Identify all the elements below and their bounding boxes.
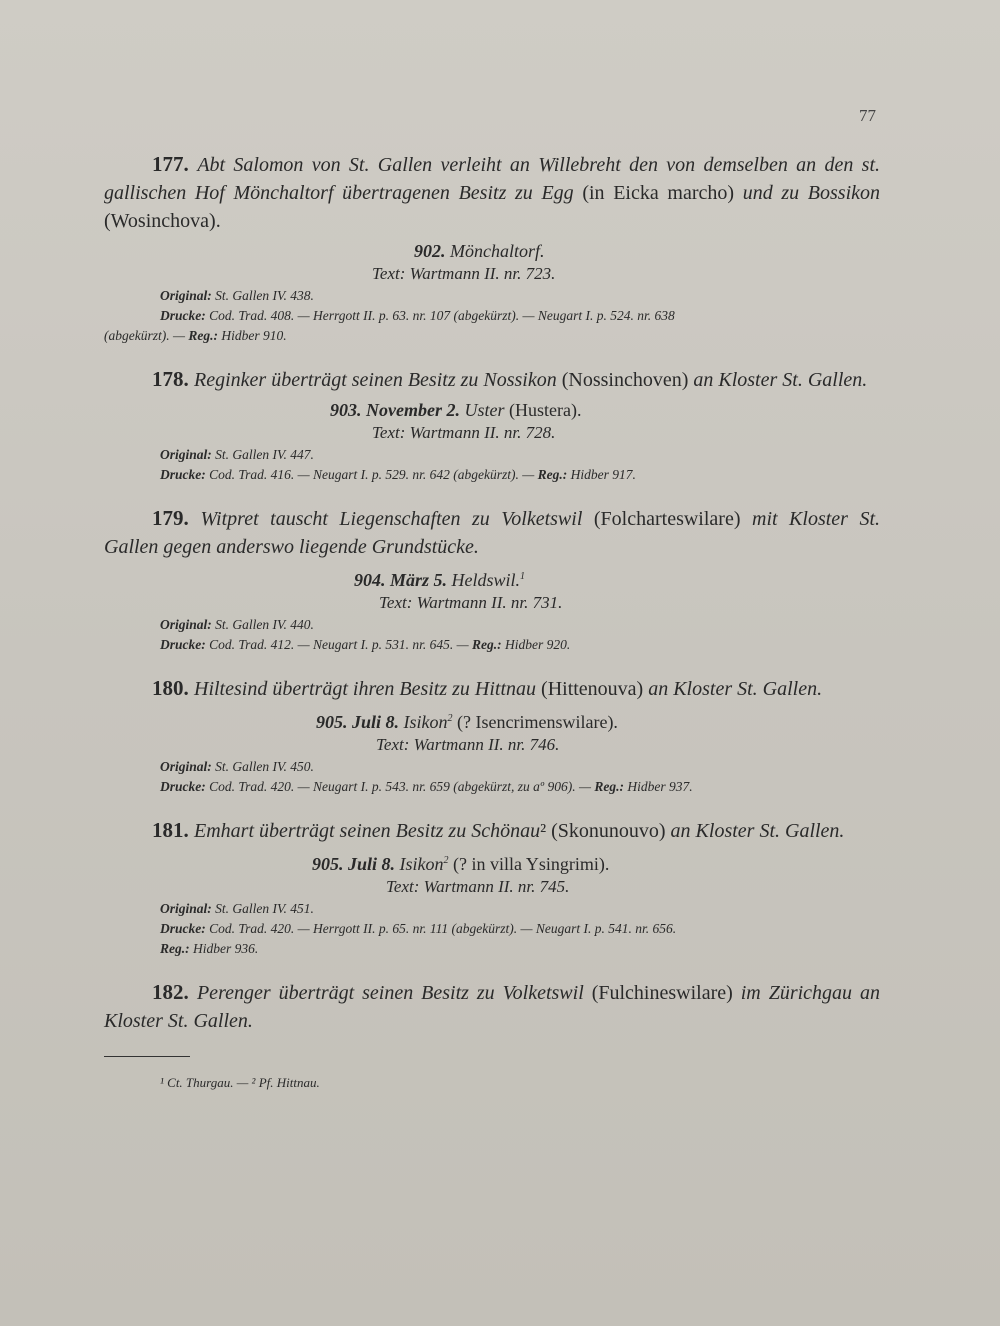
original-value: St. Gallen IV. 451. <box>215 901 314 916</box>
original-label: Original: <box>160 447 216 462</box>
date-line <box>104 707 880 734</box>
date-line <box>104 565 880 592</box>
heading-text: (Hittenouva) <box>536 678 649 700</box>
date: März 5. <box>390 570 452 590</box>
entry-heading <box>104 504 880 561</box>
place-note: (Hustera). <box>504 400 582 420</box>
original-value: St. Gallen IV. 438. <box>215 288 314 303</box>
original-line <box>104 287 880 305</box>
entry-number: 177. <box>152 152 198 176</box>
footnote: ¹ Ct. Thurgau. — ² Pf. Hittnau. <box>160 1075 320 1090</box>
drucke-value: Cod. Trad. 416. — Neugart I. p. 529. nr. 642 (abgekürzt). — <box>209 467 538 482</box>
place: Uster <box>464 400 505 420</box>
entry-heading <box>104 674 880 703</box>
place: Isikon <box>403 712 448 732</box>
drucke-line <box>104 920 880 938</box>
heading-text: an Kloster St. Gallen. <box>648 678 823 700</box>
heading-text: Hiltesind überträgt ihren Besitz zu Hittnau <box>194 678 537 700</box>
heading-text: an Kloster St. Gallen. <box>670 820 845 842</box>
text-column <box>104 150 880 1055</box>
year: 903. <box>330 400 366 420</box>
page-number: 77 <box>859 106 876 125</box>
reg-value: Hidber 910. <box>221 328 287 343</box>
heading-text: und zu Bossikon <box>742 182 881 204</box>
drucke-line <box>104 778 880 796</box>
entry-heading <box>104 150 880 235</box>
reg-value: Hidber 937. <box>627 779 693 794</box>
footnote-ref: 1 <box>520 571 526 582</box>
heading-text: Witpret tauscht Liegenschaften zu Volketswil <box>200 508 583 530</box>
drucke-value: Cod. Trad. 412. — Neugart I. p. 531. nr. 645. — <box>209 637 473 652</box>
drucke-value: Cod. Trad. 420. — Neugart I. p. 543. nr. 659 (abgekürzt, zu aº 906). — <box>209 779 595 794</box>
original-line <box>104 758 880 776</box>
heading-text: Abt Salomon von St. Gallen verleiht an Willebreht den von demselben an den st. gallischen Hof Mönchaltorf übertragenen Besitz zu Egg <box>104 154 881 204</box>
original-label: Original: <box>160 288 216 303</box>
heading-text: ² (Skonunouvo) <box>540 820 671 842</box>
heading-text: (Nossinchoven) <box>556 369 694 391</box>
heading-text: (Folcharteswilare) <box>582 508 752 530</box>
heading-text: (Wosinchova). <box>104 210 221 232</box>
year: 905. <box>316 712 352 732</box>
original-line <box>104 446 880 464</box>
heading-text: (Fulchineswilare) <box>583 982 741 1004</box>
reg-label: Reg.: <box>188 328 222 343</box>
entry-177 <box>104 150 880 345</box>
drucke-label: Drucke: <box>160 637 210 652</box>
original-value: St. Gallen IV. 447. <box>215 447 314 462</box>
year: 905. <box>312 854 348 874</box>
drucke-line <box>104 636 880 654</box>
text-source: Text: Wartmann II. nr. 728. <box>372 423 556 442</box>
drucke-cont: (abgekürzt). — <box>104 328 189 343</box>
heading-text: im Zürichgau an Kloster St. Gallen. <box>104 982 880 1032</box>
heading-text: (in Eicka marcho) <box>573 182 743 204</box>
year: 902. <box>414 241 450 261</box>
reg-line <box>104 327 880 345</box>
entry-heading <box>104 365 880 394</box>
original-value: St. Gallen IV. 440. <box>215 617 314 632</box>
heading-text: Reginker überträgt seinen Besitz zu Nossikon <box>194 369 557 391</box>
text-source: Text: Wartmann II. nr. 723. <box>372 264 556 283</box>
drucke-value: Cod. Trad. 420. — Herrgott II. p. 65. nr. 111 (abgekürzt). — Neugart I. p. 541. nr. 656. <box>209 921 677 936</box>
original-label: Original: <box>160 759 216 774</box>
original-line <box>104 900 880 918</box>
entry-179 <box>104 504 880 654</box>
place: Mönchaltorf. <box>450 241 545 261</box>
place-note: (? Isencrimenswilare). <box>452 712 618 732</box>
entry-180 <box>104 674 880 796</box>
text-source: Text: Wartmann II. nr. 731. <box>379 593 563 612</box>
original-line <box>104 616 880 634</box>
drucke-label: Drucke: <box>160 921 210 936</box>
date: Juli 8. <box>348 854 400 874</box>
heading-text: an Kloster St. Gallen. <box>693 369 868 391</box>
date-line <box>104 239 880 263</box>
entry-182 <box>104 978 880 1035</box>
entry-number: 178. <box>152 367 194 391</box>
original-value: St. Gallen IV. 450. <box>215 759 314 774</box>
footnote-rule <box>104 1056 190 1057</box>
original-label: Original: <box>160 617 216 632</box>
reg-label: Reg.: <box>537 467 571 482</box>
reg-label: Reg.: <box>160 941 193 956</box>
date: Juli 8. <box>352 712 404 732</box>
text-source: Text: Wartmann II. nr. 746. <box>376 735 560 754</box>
footnote-ref: 2 <box>447 713 453 724</box>
entry-178 <box>104 365 880 484</box>
drucke-line <box>104 466 880 484</box>
drucke-line <box>104 307 880 325</box>
entry-number: 179. <box>152 506 201 530</box>
drucke-label: Drucke: <box>160 308 210 323</box>
reg-value: Hidber 936. <box>193 941 259 956</box>
drucke-label: Drucke: <box>160 779 210 794</box>
entry-heading <box>104 816 880 845</box>
entry-181 <box>104 816 880 958</box>
entry-heading <box>104 978 880 1035</box>
reg-label: Reg.: <box>472 637 506 652</box>
heading-text: Perenger überträgt seinen Besitz zu Volketswil <box>196 982 584 1004</box>
footnote-ref: 2 <box>443 855 449 866</box>
entry-number: 180. <box>152 676 194 700</box>
original-label: Original: <box>160 901 216 916</box>
date-line <box>104 398 880 422</box>
reg-value: Hidber 917. <box>570 467 636 482</box>
date: November 2. <box>366 400 465 420</box>
reg-label: Reg.: <box>594 779 628 794</box>
heading-text: Emhart überträgt seinen Besitz zu Schönau <box>194 820 541 842</box>
place: Isikon <box>399 854 444 874</box>
entry-number: 181. <box>152 818 194 842</box>
text-source: Text: Wartmann II. nr. 745. <box>386 877 570 896</box>
place: Heldswil. <box>451 570 521 590</box>
reg-line <box>104 940 880 958</box>
drucke-label: Drucke: <box>160 467 210 482</box>
heading-text: mit Kloster St. Gallen gegen anderswo liegende Grundstücke. <box>104 508 881 558</box>
year: 904. <box>354 570 390 590</box>
reg-value: Hidber 920. <box>505 637 571 652</box>
entry-number: 182. <box>152 980 197 1004</box>
place-note: (? in villa Ysingrimi). <box>448 854 610 874</box>
date-line <box>104 849 880 876</box>
drucke-value: Cod. Trad. 408. — Herrgott II. p. 63. nr. 107 (abgekürzt). — Neugart I. p. 524. nr. 638 <box>209 308 675 323</box>
